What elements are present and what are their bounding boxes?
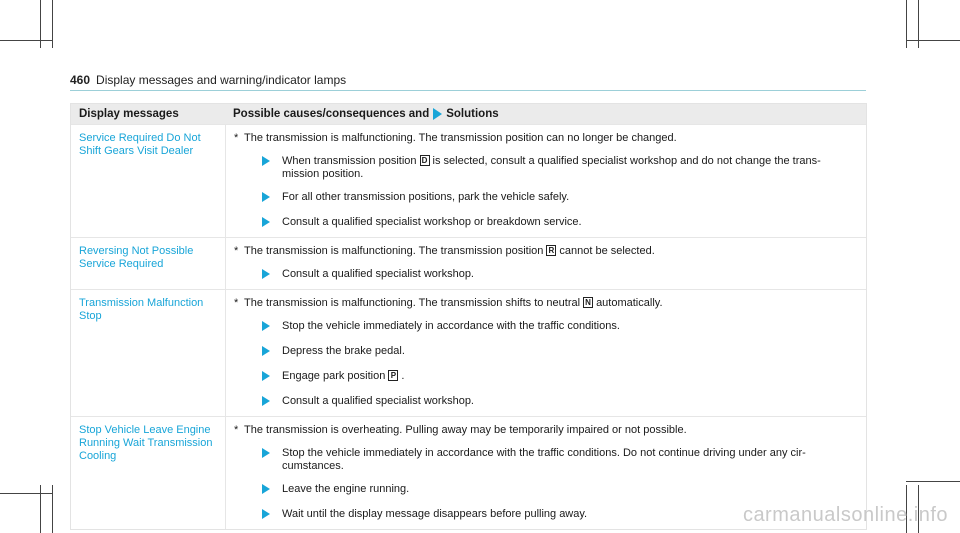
step-text: Stop the vehicle immediately in accordance with the traffic conditions. — [282, 320, 620, 332]
page-number: 460 — [70, 73, 91, 87]
cause-solution-cell — [225, 125, 866, 237]
solution-step — [262, 155, 858, 181]
crop-mark — [906, 40, 960, 41]
header-rule — [70, 90, 866, 91]
cause-text: cannot be selected. — [559, 245, 655, 257]
page-header — [70, 73, 346, 87]
cause: * The transmission is malfunctioning. The transmission position R cannot be selected. — [234, 245, 655, 257]
arrow-icon — [262, 321, 270, 331]
cause-text: automatically. — [596, 297, 663, 309]
message-line: Transmission Malfunction — [79, 297, 204, 309]
crop-mark — [0, 40, 52, 41]
solution-step — [262, 447, 858, 473]
step-text: Wait until the display message disappears before pulling away. — [282, 508, 588, 520]
col-header-causes-label: Possible causes/consequences and — [233, 108, 430, 120]
table-row — [71, 124, 866, 237]
step-text: . — [401, 370, 405, 382]
col-header-causes — [233, 108, 866, 120]
col-header-solutions-label: Solutions — [446, 108, 499, 120]
table-header — [71, 104, 866, 124]
message-line: Service Required Do Not — [79, 132, 201, 144]
step-text: Stop the vehicle immediately in accordance with the traffic conditions. Do not continue driving under any cir- — [282, 447, 806, 459]
gear-d-icon: D — [420, 155, 430, 166]
arrow-icon — [262, 346, 270, 356]
page-title: Display messages and warning/indicator lamps — [96, 73, 347, 87]
display-message — [71, 290, 225, 416]
message-line: Shift Gears Visit Dealer — [79, 145, 194, 157]
message-line: Service Required — [79, 258, 164, 270]
gear-n-icon: N — [583, 297, 593, 308]
cause-text: The transmission is malfunctioning. The transmission shifts to neutral — [244, 297, 581, 309]
arrow-icon — [262, 484, 270, 494]
arrow-icon — [262, 448, 270, 458]
table-row — [71, 289, 866, 416]
solution-step — [262, 216, 858, 231]
arrow-icon — [433, 108, 442, 120]
crop-mark — [906, 481, 960, 482]
step-text: When transmission position — [282, 155, 417, 167]
cause-solution-cell — [225, 290, 866, 416]
step-text: Consult a qualified specialist workshop or breakdown service. — [282, 216, 582, 228]
arrow-icon — [262, 269, 270, 279]
step-text: Engage park position — [282, 370, 386, 382]
solution-step — [262, 370, 858, 385]
solution-step — [262, 268, 858, 283]
cause-text: The transmission is malfunctioning. The transmission position — [244, 245, 544, 257]
arrow-icon — [262, 371, 270, 381]
crop-mark — [0, 493, 52, 494]
solution-step — [262, 345, 858, 360]
solution-step — [262, 483, 858, 498]
step-text: For all other transmission positions, park the vehicle safely. — [282, 191, 570, 203]
message-line: Cooling — [79, 450, 117, 462]
display-message — [71, 417, 225, 529]
step-text: is selected, consult a qualified specialist workshop and do not change the trans- — [432, 155, 821, 167]
message-line: Stop Vehicle Leave Engine — [79, 424, 211, 436]
step-text: mission position. — [282, 168, 364, 180]
step-text: cumstances. — [282, 460, 344, 472]
cause-text: The transmission is overheating. Pulling away may be temporarily impaired or not possible. — [244, 424, 687, 436]
arrow-icon — [262, 509, 270, 519]
crop-mark — [52, 0, 53, 48]
arrow-icon — [262, 217, 270, 227]
step-text: Depress the brake pedal. — [282, 345, 405, 357]
message-line: Stop — [79, 310, 102, 322]
gear-r-icon: R — [546, 245, 556, 256]
gear-p-icon: P — [388, 370, 398, 381]
step-text: Consult a qualified specialist workshop. — [282, 268, 474, 280]
arrow-icon — [262, 396, 270, 406]
cause: * The transmission is malfunctioning. The transmission shifts to neutral N automatically. — [234, 297, 663, 309]
message-line: Reversing Not Possible — [79, 245, 194, 257]
watermark: carmanualsonline.info — [742, 504, 948, 526]
solution-step — [262, 191, 858, 206]
display-message — [71, 238, 225, 289]
step-text: Leave the engine running. — [282, 483, 410, 495]
cause-solution-cell — [225, 238, 866, 289]
col-header-messages: Display messages — [79, 108, 179, 120]
messages-table — [70, 103, 867, 530]
step-text: Consult a qualified specialist workshop. — [282, 395, 474, 407]
cause: * The transmission is overheating. Pulling away may be temporarily impaired or not possible. — [234, 424, 687, 436]
solution-step — [262, 395, 858, 410]
solution-step — [262, 320, 858, 335]
cause: * The transmission is malfunctioning. The transmission position can no longer be changed. — [234, 132, 677, 144]
table-row — [71, 237, 866, 289]
arrow-icon — [262, 192, 270, 202]
display-message — [71, 125, 225, 237]
arrow-icon — [262, 156, 270, 166]
cause-text: The transmission is malfunctioning. The transmission position can no longer be changed. — [244, 132, 677, 144]
message-line: Running Wait Transmission — [79, 437, 213, 449]
crop-mark — [52, 485, 53, 533]
